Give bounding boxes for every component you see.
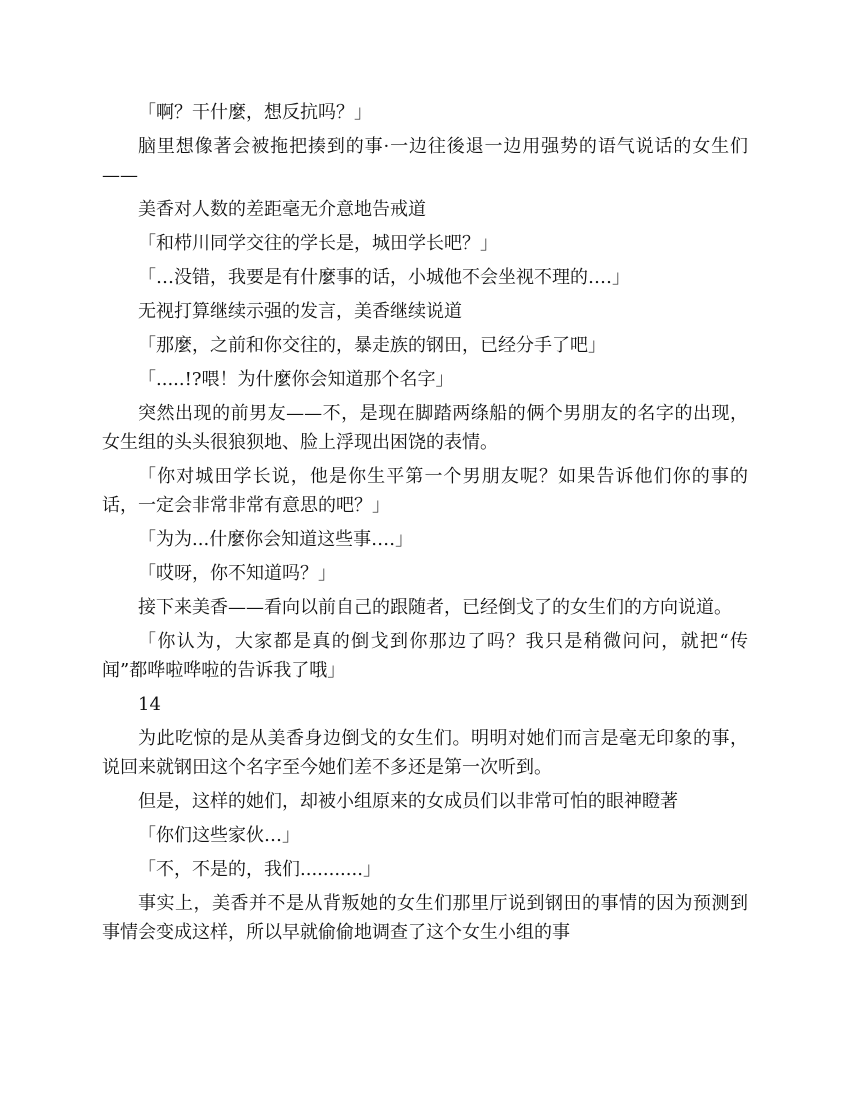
paragraph: 突然出现的前男友——不，是现在脚踏两绦船的俩个男朋友的名字的出现，女生组的头头很狼狈地、脸上浮现出困饶的表情。 — [102, 403, 748, 453]
paragraph: 「.....!?喂！为什麼你会知道那个名字」 — [138, 369, 454, 390]
paragraph: 接下来美香——看向以前自己的跟随者，已经倒戈了的女生们的方向说道。 — [138, 597, 732, 618]
paragraph: 「为为...什麼你会知道这些事‥‥」 — [138, 529, 414, 550]
paragraph: 但是，这样的她们，却被小组原来的女成员们以非常可怕的眼神瞪著 — [138, 791, 678, 812]
paragraph: 事实上，美香并不是从背叛她的女生们那里厅说到钢田的事情的因为预测到事情会变成这样，所以早就偷偷地调查了这个女生小组的事 — [102, 893, 748, 943]
paragraph: 「你认为，大家都是真的倒戈到你那边了吗？我只是稍微问问，就把“传闻”都哗啦哗啦的告诉我了哦」 — [102, 631, 748, 681]
paragraph: 「啊？干什麼，想反抗吗？」 — [138, 102, 372, 123]
body-text — [102, 98, 748, 952]
paragraph: 「不，不是的，我们...........」 — [138, 859, 381, 880]
paragraph: 「你对城田学长说，他是你生平第一个男朋友呢？如果告诉他们你的事的话，一定会非常非常有意思的吧？」 — [102, 466, 748, 516]
paragraph: 「和栉川同学交往的学长是，城田学长吧？」 — [138, 233, 498, 254]
paragraph: 美香对人数的差距毫无介意地告戒道 — [138, 199, 426, 220]
paragraph: 为此吃惊的是从美香身边倒戈的女生们。明明对她们而言是毫无印象的事，说回来就钢田这个名字至今她们差不多还是第一次听到。 — [102, 728, 748, 778]
paragraph: 「哎呀，你不知道吗？」 — [138, 563, 336, 584]
paragraph: 无视打算继续示强的发言，美香继续说道 — [138, 301, 462, 322]
paragraph: 「你们这些家伙…」 — [138, 825, 300, 846]
paragraph: 「…没错，我要是有什麼事的话，小城他不会坐视不理的‥‥」 — [138, 267, 631, 288]
paragraph: 脑里想像著会被拖把揍到的事·一边往後退一边用强势的语气说话的女生们—— — [102, 136, 748, 186]
page-number: 14 — [138, 694, 161, 715]
paragraph: 「那麼，之前和你交往的，暴走族的钢田，已经分手了吧」 — [138, 335, 606, 356]
